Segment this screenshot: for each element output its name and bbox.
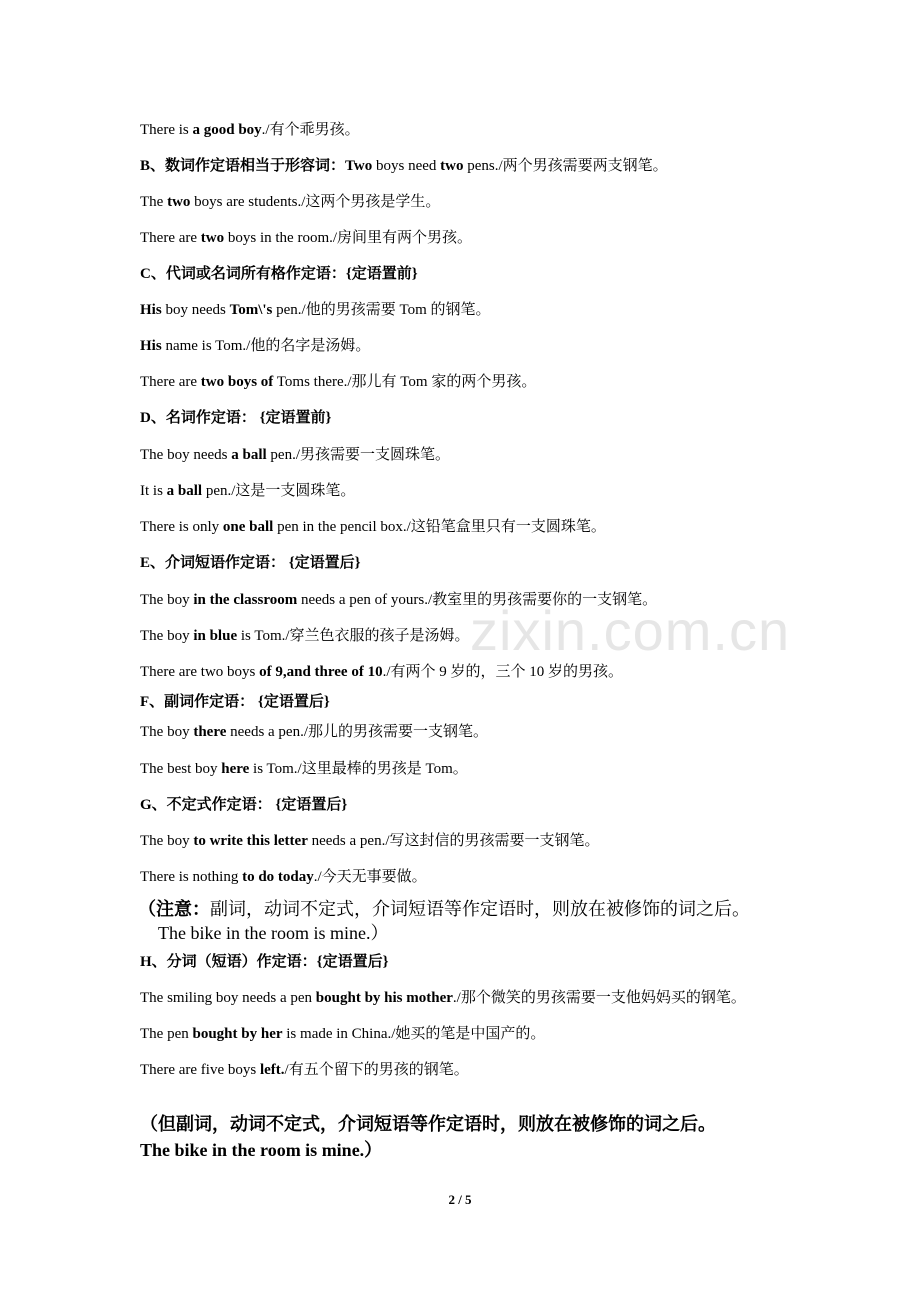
text-segment: boys are students./这两个男孩是学生。 xyxy=(190,194,441,210)
text-line xyxy=(140,722,880,742)
section-heading-h xyxy=(140,952,880,972)
bold-text: H、分词（短语）作定语：{定语置后} xyxy=(140,954,389,970)
text-segment: The boy xyxy=(140,724,194,740)
bold-text: to write this letter xyxy=(193,833,308,849)
page-number: 2 / 5 xyxy=(448,1192,472,1207)
bold-text: E、介词短语作定语： {定语置后} xyxy=(140,555,361,571)
text-segment: pens./两个男孩需要两支钢笔。 xyxy=(463,158,668,174)
note-text: 副词，动词不定式，介词短语等作定语时，则放在被修饰的词之后。 xyxy=(210,899,750,919)
bold-text: bought by his mother xyxy=(315,990,453,1006)
text-line xyxy=(140,626,880,646)
text-line xyxy=(140,988,880,1008)
text-segment: ./有个乖男孩。 xyxy=(261,122,360,138)
text-line xyxy=(140,1024,880,1044)
bold-text: bought by her xyxy=(192,1026,283,1042)
bold-text: C、代词或名词所有格作定语：{定语置前} xyxy=(140,266,418,282)
text-segment: boys in the room./房间里有两个男孩。 xyxy=(224,230,473,246)
bold-text: His xyxy=(140,302,162,318)
text-segment: needs a pen of yours./教室里的男孩需要你的一支钢笔。 xyxy=(297,592,658,608)
bold-text: Two xyxy=(345,158,373,174)
bold-text: His xyxy=(140,338,162,354)
bold-text: in blue xyxy=(193,628,238,644)
text-segment: There are two boys xyxy=(140,664,260,680)
text-line xyxy=(140,228,880,248)
section-heading-d xyxy=(140,408,880,428)
bold-text: of 9,and three of 10 xyxy=(259,664,383,680)
text-line xyxy=(140,481,880,501)
bold-text: a good boy xyxy=(192,122,262,138)
bold-text: two boys of xyxy=(200,374,274,390)
text-line xyxy=(140,831,880,851)
text-line xyxy=(140,372,880,392)
bold-text: D、名词作定语： {定语置前} xyxy=(140,410,332,426)
text-line xyxy=(140,662,880,682)
text-segment: needs a pen./那儿的男孩需要一支钢笔。 xyxy=(226,724,489,740)
section-heading-e xyxy=(140,553,880,573)
bold-text: F、副词作定语： {定语置后} xyxy=(140,694,330,710)
bold-text: left. xyxy=(259,1062,285,1078)
text-line xyxy=(140,517,880,537)
bold-text: one ball xyxy=(222,519,274,535)
text-segment: pen./他的男孩需要 Tom 的钢笔。 xyxy=(272,302,491,318)
text-segment: It is xyxy=(140,483,167,499)
text-segment: The boy xyxy=(140,833,194,849)
text-segment: There is xyxy=(140,122,193,138)
text-segment: pen./男孩需要一支圆珠笔。 xyxy=(266,447,450,463)
text-segment: The boy needs xyxy=(140,447,232,463)
text-segment: ./有两个 9 岁的，三个 10 岁的男孩。 xyxy=(382,664,624,680)
text-segment: is made in China./她买的笔是中国产的。 xyxy=(282,1026,546,1042)
text-segment: pen./这是一支圆珠笔。 xyxy=(202,483,356,499)
note-line-2: The bike in the room is mine.） xyxy=(158,923,389,943)
text-segment: The smiling boy needs a pen xyxy=(140,990,316,1006)
text-segment: There are xyxy=(140,374,201,390)
closing-note-line-1: （但副词，动词不定式，介词短语等作定语时，则放在被修饰的词之后。 xyxy=(140,1114,716,1134)
closing-note-line-2: The bike in the room is mine.） xyxy=(140,1140,383,1160)
text-segment: There is nothing xyxy=(140,869,243,885)
text-segment: The xyxy=(140,194,168,210)
text-segment: There is only xyxy=(140,519,223,535)
bold-text: G、不定式作定语： {定语置后} xyxy=(140,797,348,813)
bold-text: two xyxy=(440,158,464,174)
bold-text: B、数词作定语相当于形容词： xyxy=(140,158,346,174)
bold-text: there xyxy=(193,724,227,740)
section-heading-g xyxy=(140,795,880,815)
text-segment: There are xyxy=(140,230,201,246)
text-segment: is Tom./这里最棒的男孩是 Tom。 xyxy=(249,761,468,777)
section-heading-b xyxy=(140,156,880,176)
text-line xyxy=(140,300,880,320)
bold-text: a ball xyxy=(231,447,267,463)
text-line xyxy=(140,590,880,610)
bold-text: here xyxy=(221,761,250,777)
bold-text: two xyxy=(200,230,225,246)
text-segment: The best boy xyxy=(140,761,222,777)
bold-text: a ball xyxy=(166,483,203,499)
text-segment: boy needs xyxy=(161,302,230,318)
note-line-1 xyxy=(138,897,880,921)
watermark-text: zixin.com.cn xyxy=(470,599,791,662)
section-heading-c xyxy=(140,264,880,284)
text-line xyxy=(140,192,880,212)
text-segment: boys need xyxy=(372,158,441,174)
bold-text: in the classroom xyxy=(193,592,298,608)
text-segment: There are five boys xyxy=(140,1062,260,1078)
bold-text: two xyxy=(167,194,191,210)
text-line xyxy=(140,1060,880,1080)
note-lead: （注意： xyxy=(138,899,210,919)
text-segment: pen in the pencil box./这铅笔盒里只有一支圆珠笔。 xyxy=(273,519,606,535)
text-line xyxy=(140,759,880,779)
text-line xyxy=(140,120,880,140)
text-segment: Toms there./那儿有 Tom 家的两个男孩。 xyxy=(273,374,537,390)
text-line xyxy=(140,867,880,887)
bold-text: Tom\'s xyxy=(229,302,273,318)
text-line xyxy=(140,445,880,465)
text-segment: The boy xyxy=(140,592,194,608)
text-segment: ./那个微笑的男孩需要一支他妈妈买的钢笔。 xyxy=(452,990,746,1006)
text-line xyxy=(140,336,880,356)
text-segment: name is Tom./他的名字是汤姆。 xyxy=(161,338,371,354)
text-segment: is Tom./穿兰色衣服的孩子是汤姆。 xyxy=(237,628,470,644)
section-heading-f xyxy=(140,692,880,712)
text-segment: ./今天无事要做。 xyxy=(313,869,427,885)
text-segment: The pen xyxy=(140,1026,193,1042)
text-segment: /有五个留下的男孩的钢笔。 xyxy=(284,1062,469,1078)
text-segment: needs a pen./写这封信的男孩需要一支钢笔。 xyxy=(307,833,600,849)
text-segment: The boy xyxy=(140,628,194,644)
bold-text: to do today xyxy=(242,869,314,885)
